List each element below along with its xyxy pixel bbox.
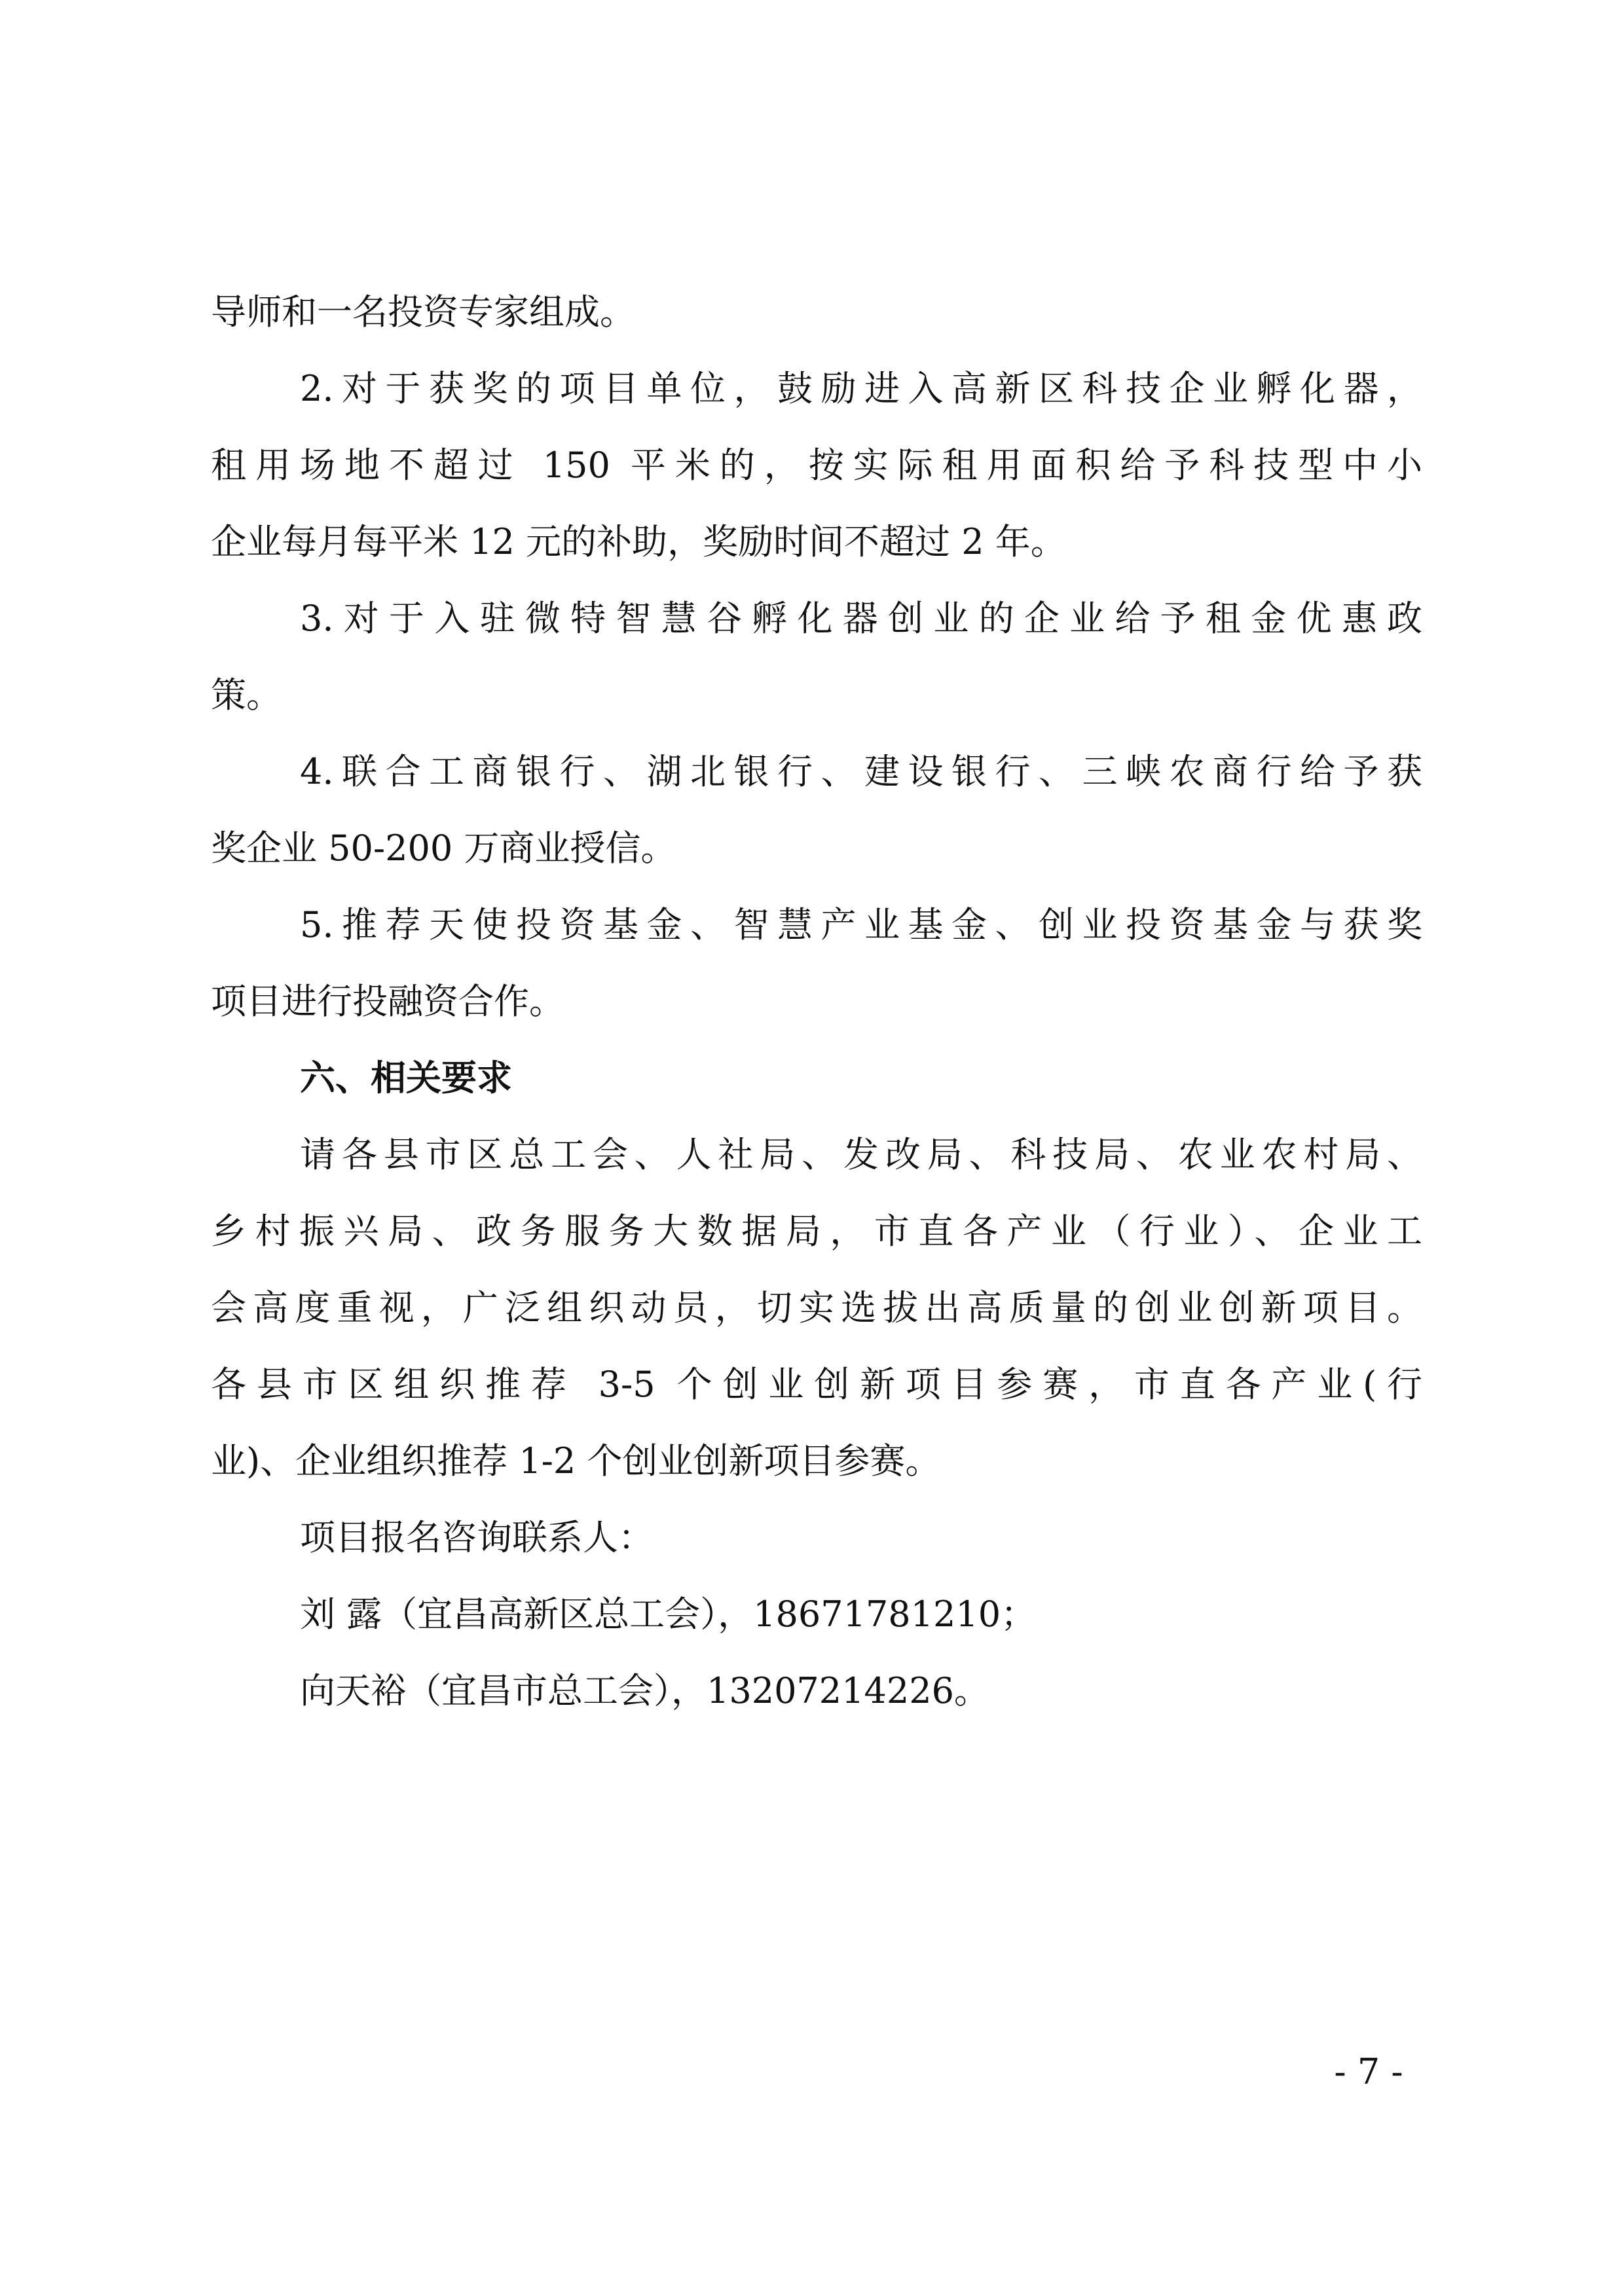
section-heading: 六、相关要求	[300, 1057, 512, 1099]
contact-line: 刘 露（宜昌高新区总工会），18671781210；	[300, 1594, 1037, 1635]
text-line: 请各县市区总工会、人社局、发改局、科技局、农业农村局、	[300, 1134, 1422, 1175]
contact-line: 向天裕（宜昌市总工会），13207214226。	[300, 1670, 989, 1711]
contact-heading: 项目报名咨询联系人：	[300, 1517, 654, 1558]
text-line: 策。	[211, 674, 282, 716]
page-number: - 7 -	[1334, 2051, 1403, 2092]
text-line: 奖企业 50-200 万商业授信。	[211, 828, 676, 869]
text-line: 2.对于获奖的项目单位，鼓励进入高新区科技企业孵化器，	[300, 368, 1422, 409]
text-line: 租用场地不超过 150 平米的，按实际租用面积给予科技型中小	[211, 445, 1422, 486]
text-line: 业)、企业组织推荐 1-2 个创业创新项目参赛。	[211, 1440, 941, 1482]
text-line: 乡村振兴局、政务服务大数据局，市直各产业（行业）、企业工	[211, 1211, 1422, 1252]
text-line: 各县市区组织推荐 3-5 个创业创新项目参赛，市直各产业(行	[211, 1364, 1422, 1405]
text-line: 会高度重视，广泛组织动员，切实选拔出高质量的创业创新项目。	[211, 1287, 1422, 1328]
text-line: 3.对于入驻微特智慧谷孵化器创业的企业给予租金优惠政	[300, 598, 1422, 639]
text-line: 4.联合工商银行、湖北银行、建设银行、三峡农商行给予获	[300, 751, 1422, 792]
text-line: 项目进行投融资合作。	[211, 981, 564, 1022]
text-line: 企业每月每平米 12 元的补助，奖励时间不超过 2 年。	[211, 521, 1066, 562]
text-line: 5.推荐天使投资基金、智慧产业基金、创业投资基金与获奖	[300, 904, 1422, 945]
text-line: 导师和一名投资专家组成。	[211, 291, 635, 333]
